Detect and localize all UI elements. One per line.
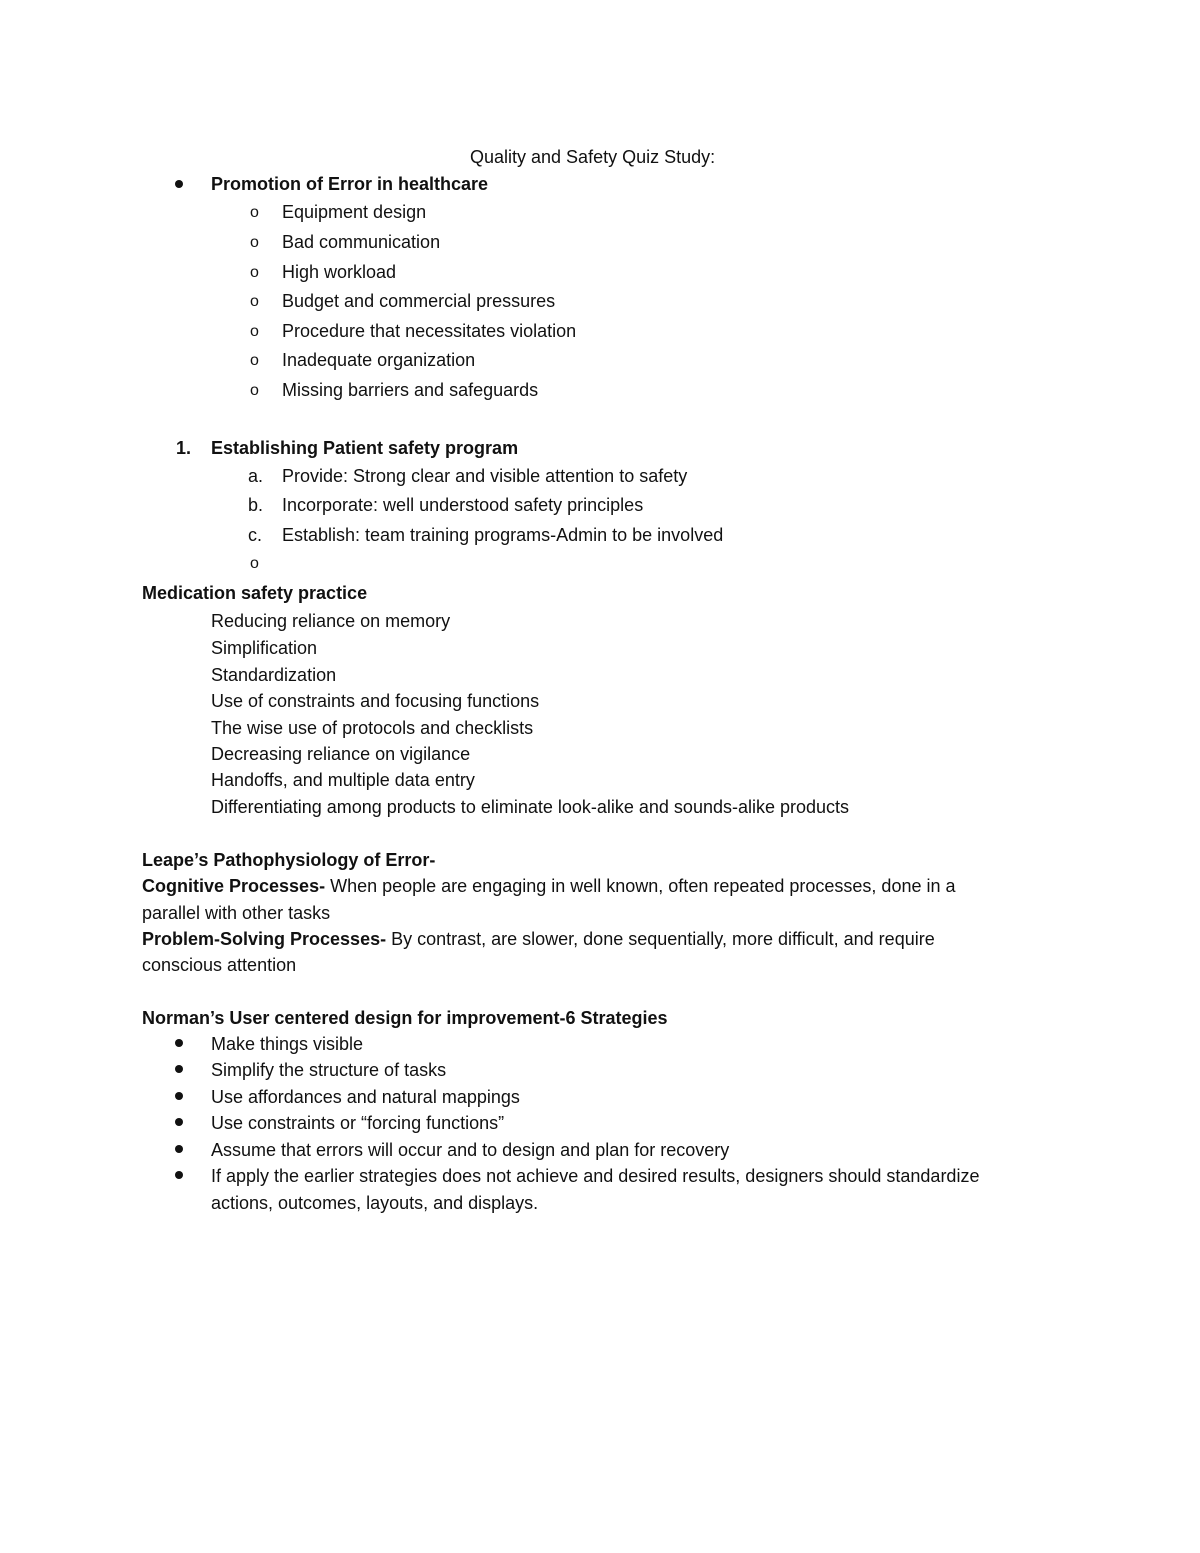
section-heading-leape: Leape’s Pathophysiology of Error- — [142, 850, 436, 870]
list-item: Decreasing reliance on vigilance — [211, 744, 471, 764]
list-item: Equipment design — [282, 202, 427, 222]
circle-bullet-icon: o — [250, 382, 259, 399]
problem-text: By contrast, are slower, done sequentially, more difficult, and require — [386, 929, 935, 949]
list-item: Provide: Strong clear and visible attention to safety — [282, 466, 688, 486]
bullet-icon — [175, 1065, 183, 1073]
list-item-continuation: actions, outcomes, layouts, and displays. — [211, 1193, 539, 1213]
list-item: Use constraints or “forcing functions” — [211, 1113, 505, 1133]
cognitive-label: Cognitive Processes- — [142, 876, 326, 896]
list-item: Reducing reliance on memory — [211, 611, 451, 631]
list-item: Standardization — [211, 665, 337, 685]
list-item: Make things visible — [211, 1034, 364, 1054]
list-item: Simplification — [211, 638, 318, 658]
page-title: Quality and Safety Quiz Study: — [470, 147, 716, 167]
section-heading-medication: Medication safety practice — [142, 583, 368, 603]
list-item: Missing barriers and safeguards — [282, 380, 539, 400]
bullet-icon — [175, 1145, 183, 1153]
circle-bullet-icon: o — [250, 264, 259, 281]
circle-bullet-icon: o — [250, 352, 259, 369]
list-item: Use affordances and natural mappings — [211, 1087, 520, 1107]
list-item: Handoffs, and multiple data entry — [211, 770, 475, 790]
list-item: Differentiating among products to eliminate look-alike and sounds-alike products — [211, 797, 850, 817]
list-item: If apply the earlier strategies does not achieve and desired results, designers should standardize — [211, 1166, 980, 1186]
problem-label: Problem-Solving Processes- — [142, 929, 387, 949]
list-item: Establish: team training programs-Admin to be involved — [282, 525, 724, 545]
list-item: Procedure that necessitates violation — [282, 321, 577, 341]
circle-bullet-icon: o — [250, 323, 259, 340]
bullet-icon — [175, 1171, 183, 1179]
circle-bullet-icon: o — [250, 293, 259, 310]
list-item: Bad communication — [282, 232, 441, 252]
circle-bullet-icon: o — [250, 234, 259, 251]
bullet-icon — [175, 180, 183, 188]
list-item: Inadequate organization — [282, 350, 476, 370]
list-letter: a. — [248, 466, 264, 486]
list-item: The wise use of protocols and checklists — [211, 718, 534, 738]
problem-text-continuation: conscious attention — [142, 955, 297, 975]
list-item: Simplify the structure of tasks — [211, 1060, 447, 1080]
cognitive-text: When people are engaging in well known, often repeated processes, done in a — [325, 876, 956, 896]
cognitive-text-continuation: parallel with other tasks — [142, 903, 331, 923]
section-heading-norman: Norman’s User centered design for improvement-6 Strategies — [142, 1008, 668, 1028]
list-item: Use of constraints and focusing functions — [211, 691, 540, 711]
list-number: 1. — [176, 438, 192, 458]
bullet-icon — [175, 1039, 183, 1047]
circle-bullet-icon: o — [250, 204, 259, 221]
section-heading-promotion: Promotion of Error in healthcare — [211, 174, 489, 194]
list-letter: b. — [248, 495, 264, 515]
list-item: Incorporate: well understood safety principles — [282, 495, 644, 515]
list-item: Budget and commercial pressures — [282, 291, 556, 311]
cognitive-paragraph — [142, 875, 956, 897]
list-letter: c. — [248, 525, 263, 545]
list-item: High workload — [282, 262, 397, 282]
list-item: Assume that errors will occur and to design and plan for recovery — [211, 1140, 730, 1160]
section-heading-program: Establishing Patient safety program — [211, 438, 519, 458]
circle-bullet-icon: o — [250, 555, 259, 572]
problem-paragraph — [142, 928, 935, 950]
bullet-icon — [175, 1118, 183, 1126]
bullet-icon — [175, 1092, 183, 1100]
